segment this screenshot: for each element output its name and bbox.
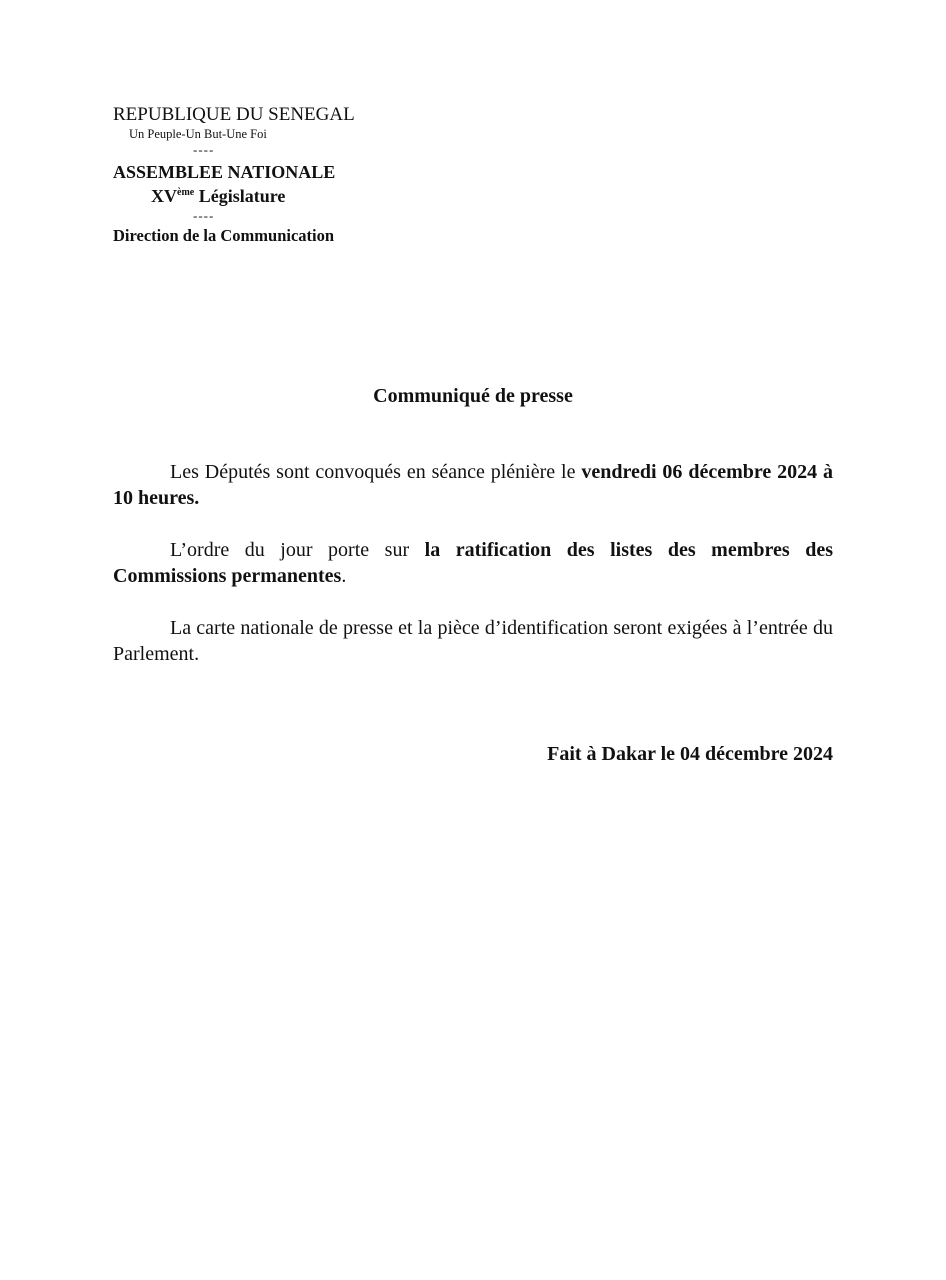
- legislature-number: XV: [151, 186, 177, 206]
- paragraph-press-requirements: [113, 615, 833, 667]
- paragraph-convocation: [113, 459, 833, 511]
- paragraph-emphasis: la ratification des listes des membres des Commissions permanentes: [113, 539, 833, 587]
- paragraph-text: La carte nationale de presse et la pièce d’identification seront exigées à l’entrée du Parlement.: [113, 617, 833, 665]
- department-name: Direction de la Communication: [113, 226, 335, 245]
- paragraph-agenda: [113, 537, 833, 589]
- separator: ----: [193, 208, 215, 223]
- legislature-ordinal: ème: [177, 187, 195, 198]
- place-and-date: Fait à Dakar le 04 décembre 2024: [547, 743, 833, 765]
- country-name: REPUBLIQUE DU SENEGAL: [113, 104, 355, 125]
- document-body: [113, 459, 833, 693]
- separator: ----: [193, 142, 215, 157]
- institution-name: ASSEMBLEE NATIONALE: [113, 162, 336, 182]
- legislature: [113, 184, 413, 208]
- paragraph-emphasis: vendredi 06 décembre 2024 à 10 heures.: [113, 461, 834, 509]
- paragraph-end: .: [341, 565, 347, 587]
- legislature-word: Législature: [198, 186, 286, 206]
- paragraph-text: Les Députés sont convoqués en séance plénière le: [170, 461, 582, 483]
- letterhead: [113, 104, 413, 247]
- national-motto: Un Peuple-Un But-Une Foi: [129, 127, 267, 141]
- paragraph-text: L’ordre du jour porte sur: [170, 539, 425, 561]
- document-title: Communiqué de presse: [373, 385, 573, 407]
